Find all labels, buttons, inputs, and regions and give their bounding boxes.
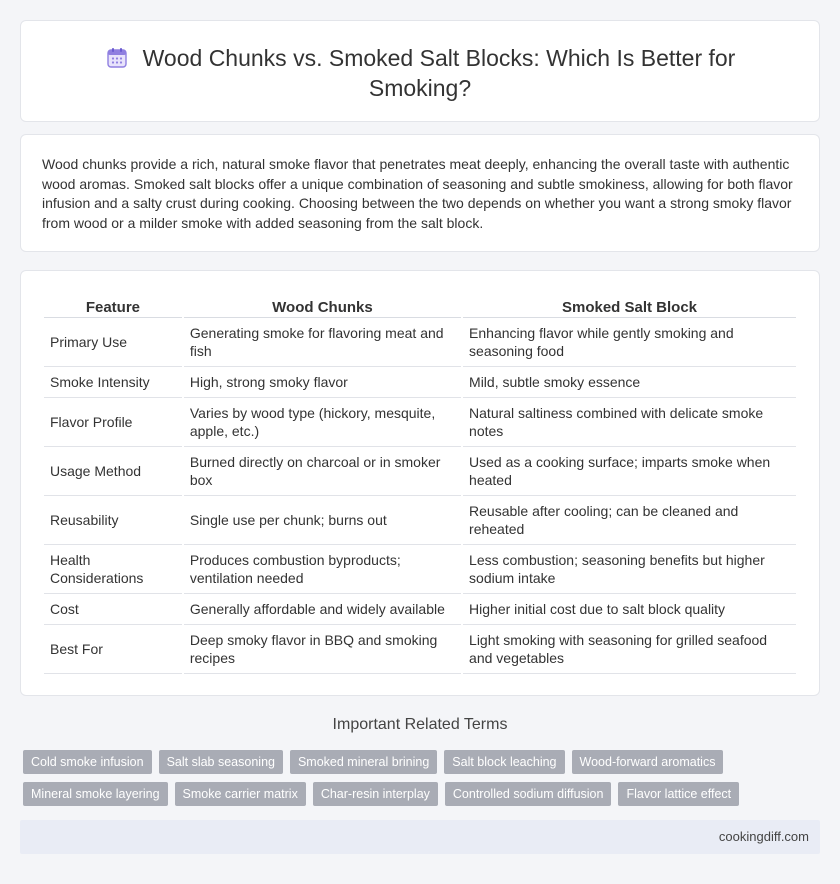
tag-link[interactable]: Controlled sodium diffusion	[445, 782, 612, 806]
header-wood-chunks: Wood Chunks	[184, 296, 461, 318]
salt-block-cell: Used as a cooking surface; imparts smoke when heated	[463, 447, 796, 496]
tag-link[interactable]: Salt slab seasoning	[159, 750, 283, 774]
tag-link[interactable]: Salt block leaching	[444, 750, 564, 774]
table-row	[44, 318, 796, 367]
wood-chunks-cell: Deep smoky flavor in BBQ and smoking recipes	[184, 625, 461, 674]
salt-block-cell: Mild, subtle smoky essence	[463, 367, 796, 398]
feature-cell: Smoke Intensity	[44, 367, 182, 398]
page-title-container	[61, 43, 779, 103]
tag-link[interactable]: Wood-forward aromatics	[572, 750, 724, 774]
tag-link[interactable]: Smoked mineral brining	[290, 750, 437, 774]
intro-paragraph: Wood chunks provide a rich, natural smoke flavor that penetrates meat deeply, enhancing the overall taste with authentic wood aromas. Smoked salt blocks offer a unique combination of seasoning and subtle smokiness, allowing for both flavor infusion and a salty crust during cooking. Choosing between the two depends on whether you want a strong smoky flavor from wood or a milder smoke with added seasoning from the salt block.	[42, 156, 793, 231]
feature-cell: Best For	[44, 625, 182, 674]
table-row	[44, 594, 796, 625]
salt-block-cell: Less combustion; seasoning benefits but higher sodium intake	[463, 545, 796, 594]
tag-row	[23, 750, 813, 774]
wood-chunks-cell: Varies by wood type (hickory, mesquite, apple, etc.)	[184, 398, 461, 447]
footer	[20, 820, 820, 854]
wood-chunks-cell: High, strong smoky flavor	[184, 367, 461, 398]
header-feature: Feature	[44, 296, 182, 318]
related-terms-tags	[23, 750, 813, 814]
header-smoked-salt-block: Smoked Salt Block	[463, 296, 796, 318]
feature-cell: Usage Method	[44, 447, 182, 496]
comparison-card	[20, 270, 820, 696]
feature-cell: Cost	[44, 594, 182, 625]
table-row	[44, 447, 796, 496]
feature-cell: Flavor Profile	[44, 398, 182, 447]
table-row	[44, 496, 796, 545]
tag-link[interactable]: Smoke carrier matrix	[175, 782, 306, 806]
intro-card	[20, 134, 820, 252]
table-row	[44, 367, 796, 398]
related-terms-title: Important Related Terms	[332, 716, 508, 733]
page-title: Wood Chunks vs. Smoked Salt Blocks: Which Is Better for Smoking?	[142, 45, 736, 101]
tag-link[interactable]: Flavor lattice effect	[618, 782, 739, 806]
wood-chunks-cell: Single use per chunk; burns out	[184, 496, 461, 545]
wood-chunks-cell: Produces combustion byproducts; ventilation needed	[184, 545, 461, 594]
tag-link[interactable]: Char-resin interplay	[313, 782, 438, 806]
salt-block-cell: Natural saltiness combined with delicate smoke notes	[463, 398, 796, 447]
title-card	[20, 20, 820, 122]
wood-chunks-cell: Burned directly on charcoal or in smoker box	[184, 447, 461, 496]
salt-block-cell: Reusable after cooling; can be cleaned and reheated	[463, 496, 796, 545]
tag-link[interactable]: Cold smoke infusion	[23, 750, 152, 774]
tag-link[interactable]: Mineral smoke layering	[23, 782, 168, 806]
salt-block-cell: Enhancing flavor while gently smoking and seasoning food	[463, 318, 796, 367]
feature-cell: Primary Use	[44, 318, 182, 367]
wood-chunks-cell: Generating smoke for flavoring meat and fish	[184, 318, 461, 367]
table-header-row	[44, 296, 796, 318]
comparison-table	[42, 296, 798, 674]
table-row	[44, 545, 796, 594]
feature-cell: Health Considerations	[44, 545, 182, 594]
salt-block-cell: Light smoking with seasoning for grilled seafood and vegetables	[463, 625, 796, 674]
table-row	[44, 625, 796, 674]
salt-block-cell: Higher initial cost due to salt block quality	[463, 594, 796, 625]
wood-chunks-cell: Generally affordable and widely available	[184, 594, 461, 625]
tag-row	[23, 782, 813, 806]
table-row	[44, 398, 796, 447]
calendar-icon	[105, 46, 129, 70]
footer-site-link[interactable]: cookingdiff.com	[718, 829, 809, 844]
feature-cell: Reusability	[44, 496, 182, 545]
